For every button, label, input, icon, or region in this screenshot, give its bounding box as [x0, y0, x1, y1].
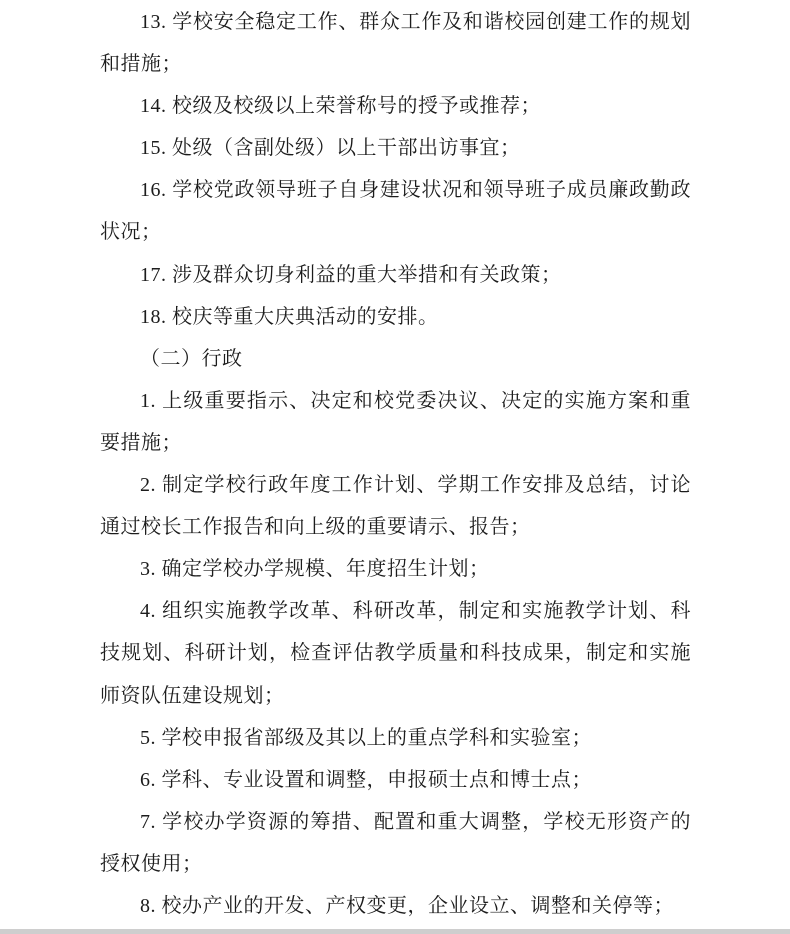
- paragraph: 18. 校庆等重大庆典活动的安排。: [140, 305, 439, 328]
- paragraph: 5. 学校申报省部级及其以上的重点学科和实验室；: [140, 726, 592, 749]
- section-heading: （二）行政: [140, 347, 243, 370]
- document-body: [100, 1, 691, 927]
- paragraph: 8. 校办产业的开发、产权变更，企业设立、调整和关停等；: [140, 894, 674, 917]
- paragraph: 6. 学科、专业设置和调整，申报硕士点和博士点；: [140, 768, 592, 791]
- paragraph: 16. 学校党政领导班子自身建设状况和领导班子成员廉政勤政状况；: [100, 179, 691, 244]
- paragraph: 15. 处级（含副处级）以上干部出访事宜；: [140, 137, 521, 160]
- paragraph: 17. 涉及群众切身利益的重大举措和有关政策；: [140, 263, 562, 286]
- paragraph: 13. 学校安全稳定工作、群众工作及和谐校园创建工作的规划和措施；: [100, 11, 691, 76]
- paragraph: 2. 制定学校行政年度工作计划、学期工作安排及总结，讨论通过校长工作报告和向上级的重要请示、报告；: [100, 474, 691, 539]
- paragraph: 3. 确定学校办学规模、年度招生计划；: [140, 558, 490, 581]
- page-bottom-edge: [0, 929, 790, 934]
- paragraph: 14. 校级及校级以上荣誉称号的授予或推荐；: [140, 95, 541, 118]
- paragraph: 4. 组织实施教学改革、科研改革，制定和实施教学计划、科技规划、科研计划，检查评估教学质量和科技成果，制定和实施师资队伍建设规划；: [100, 600, 691, 707]
- paragraph: 7. 学校办学资源的筹措、配置和重大调整，学校无形资产的授权使用；: [100, 810, 691, 875]
- paragraph: 1. 上级重要指示、决定和校党委决议、决定的实施方案和重要措施；: [100, 389, 691, 454]
